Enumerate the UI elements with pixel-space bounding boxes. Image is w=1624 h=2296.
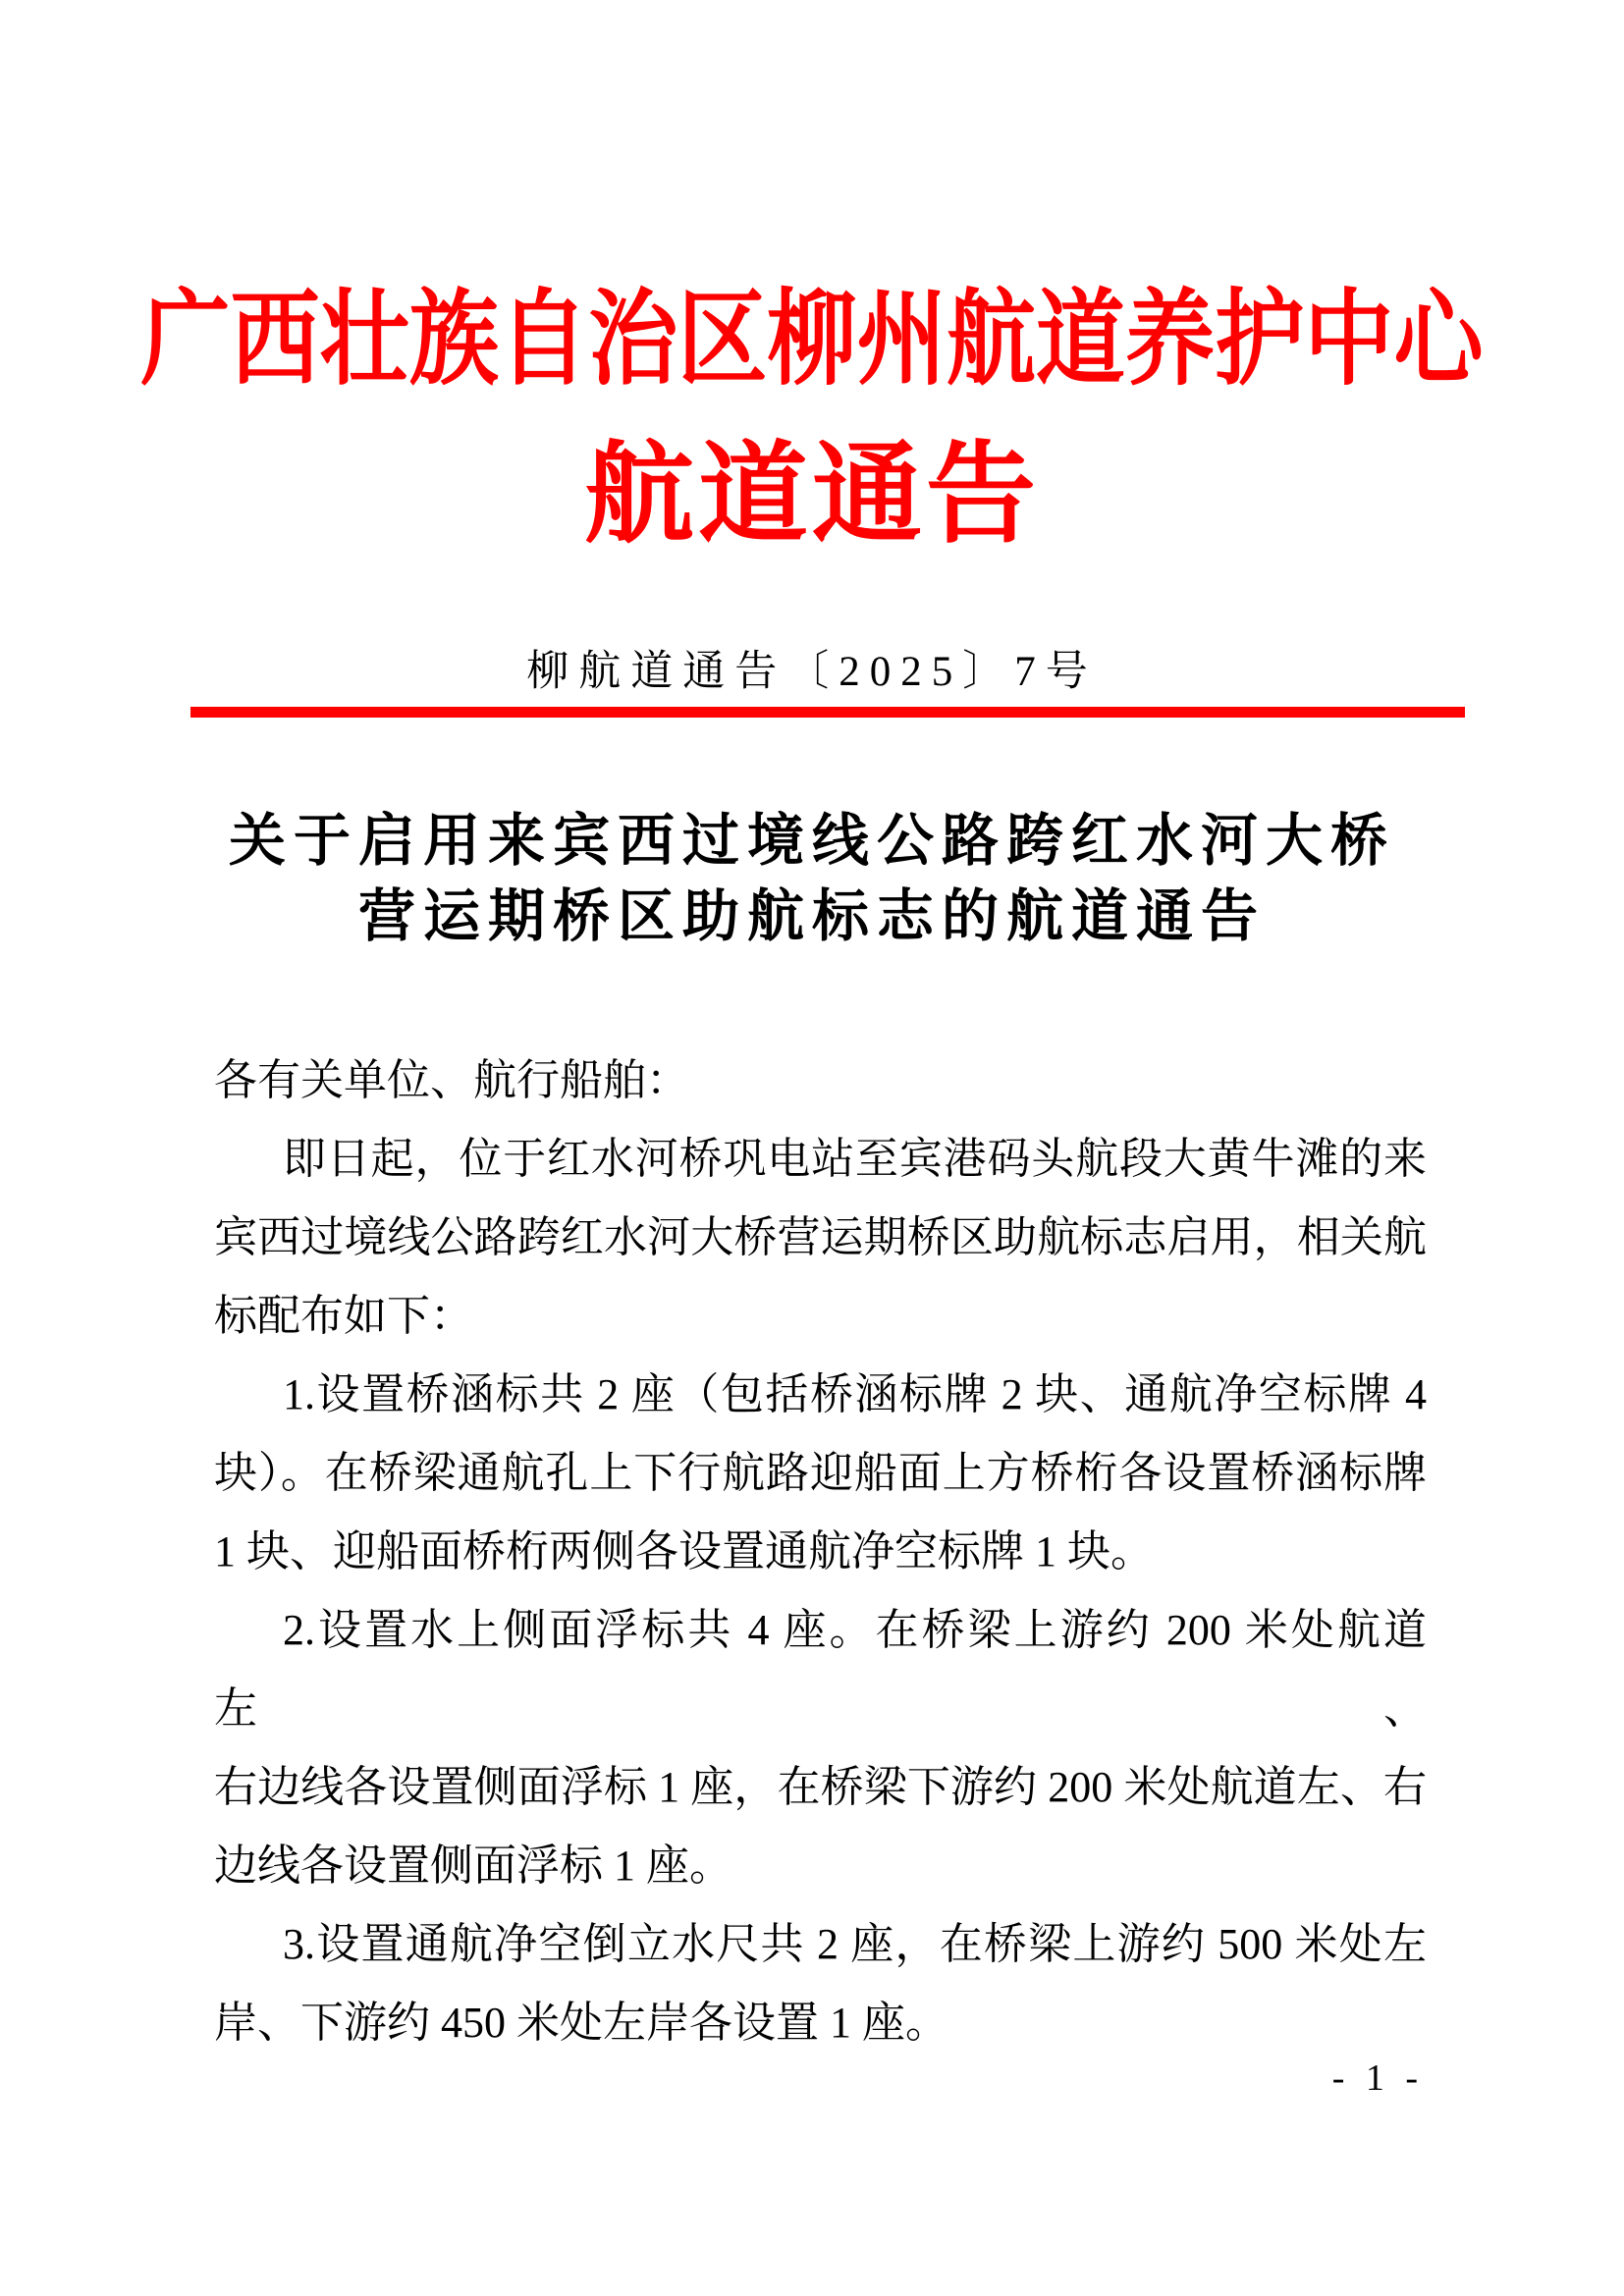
body-line-item3: 3.设置通航净空倒立水尺共 2 座，在桥梁上游约 500 米处左	[283, 1920, 1427, 1968]
body-line: 1 块、迎船面桥桁两侧各设置通航净空标牌 1 块。	[214, 1527, 1154, 1575]
subject-heading-line1: 关于启用来宾西过境线公路跨红水河大桥	[228, 809, 1395, 873]
body-line: 宾西过境线公路跨红水河大桥营运期桥区助航标志启用，相关航	[214, 1213, 1427, 1261]
body-line: 块）。在桥梁通航孔上下行航路迎船面上方桥桁各设置桥涵标牌	[214, 1449, 1427, 1497]
body-line-item2: 2.设置水上侧面浮标共 4 座。在桥梁上游约 200 米处航道左、	[214, 1606, 1427, 1733]
document-number: 柳航道通告〔2025〕7号	[526, 649, 1098, 695]
body-line: 右边线各设置侧面浮标 1 座，在桥梁下游约 200 米处航道左、右	[214, 1763, 1427, 1811]
subject-heading	[0, 803, 1624, 954]
subject-heading-line2: 营运期桥区助航标志的航道通告	[357, 884, 1266, 948]
body-line-item1: 1.设置桥涵标共 2 座（包括桥涵标牌 2 块、通航净空标牌 4	[283, 1370, 1427, 1418]
letterhead-divider-rule	[190, 707, 1465, 718]
body-line: 即日起，位于红水河桥巩电站至宾港码头航段大黄牛滩的来	[283, 1135, 1427, 1183]
letterhead-org-title: 广西壮族自治区柳州航道养护中心	[140, 283, 1484, 398]
body-text	[214, 1041, 1427, 2062]
body-line-salutation: 各有关单位、航行船舶：	[214, 1056, 689, 1104]
letterhead-doc-type-title: 航道通告	[584, 435, 1040, 557]
body-line: 边线各设置侧面浮标 1 座。	[214, 1842, 732, 1890]
body-line: 标配布如下：	[214, 1292, 473, 1340]
page-number: - 1 -	[1331, 2057, 1424, 2099]
body-line: 岸、下游约 450 米处左岸各设置 1 座。	[214, 1999, 948, 2047]
